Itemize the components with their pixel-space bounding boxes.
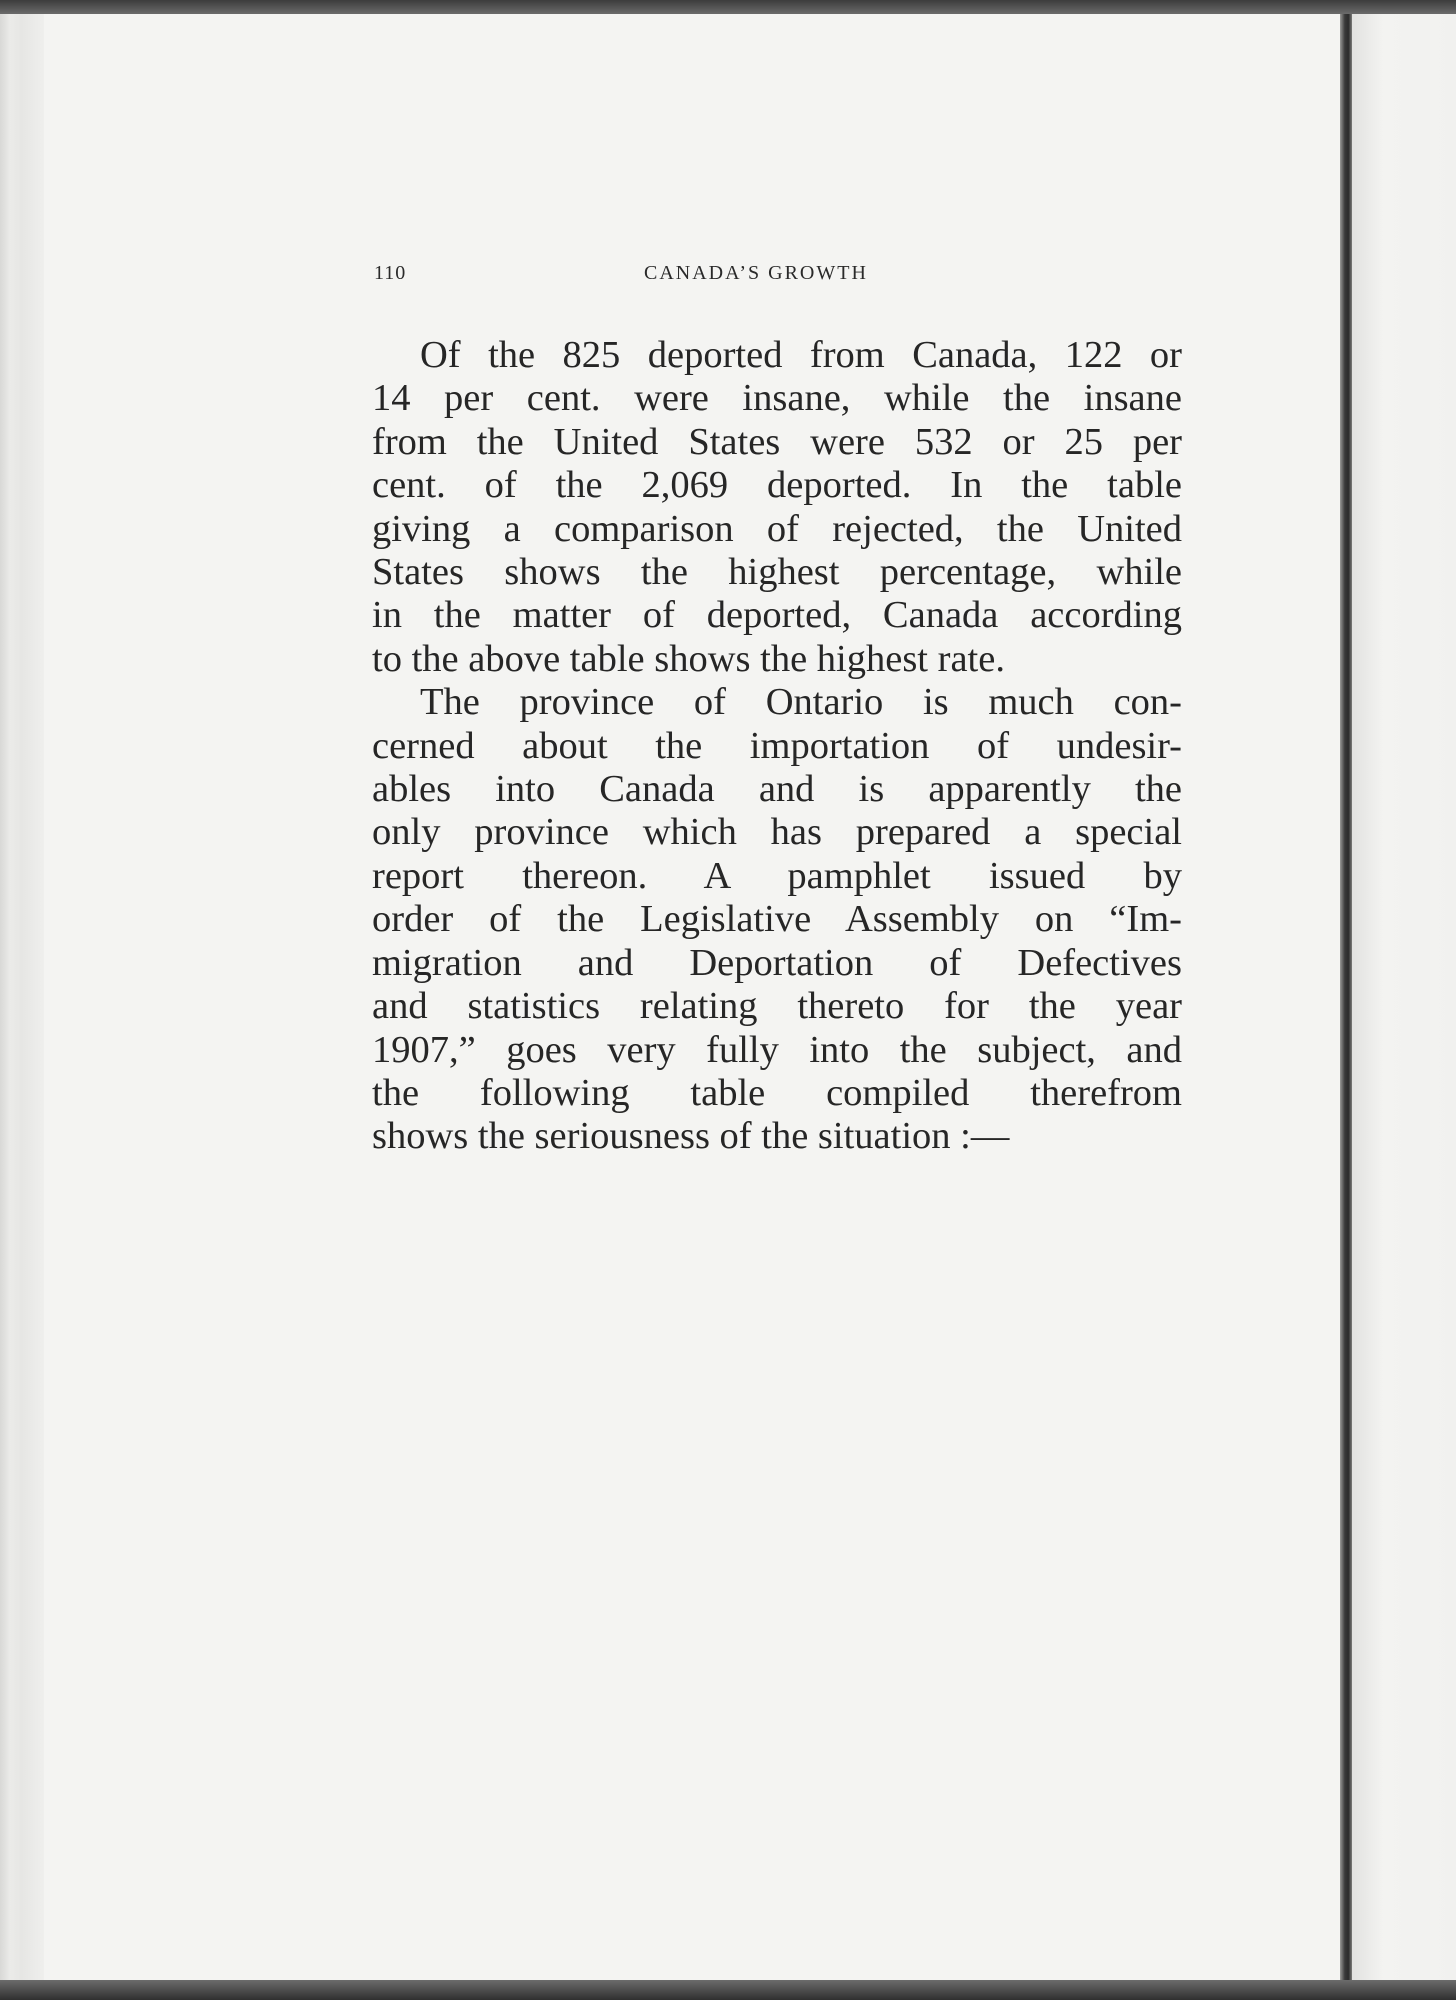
page-number: 110 <box>374 262 407 284</box>
text-line: Of the 825 deported from Canada, 122 or <box>420 334 1182 376</box>
text-line: 14 per cent. were insane, while the insane <box>372 377 1182 420</box>
paragraph-1 <box>372 334 1182 681</box>
text-line: migration and Deportation of Defectives <box>372 941 1182 984</box>
text-line: from the United States were 532 or 25 per <box>372 420 1182 463</box>
text-line: order of the Legislative Assembly on “Im- <box>372 898 1182 941</box>
scan-bottom-edge <box>0 1980 1456 2000</box>
text-line: States shows the highest percentage, while <box>372 551 1182 594</box>
text-line: to the above table shows the highest rate. <box>372 637 1005 680</box>
right-page-sliver <box>1352 14 1456 1980</box>
text-line: The province of Ontario is much con- <box>420 681 1182 724</box>
text-line: 1907,” goes very fully into the subject, and <box>372 1028 1182 1071</box>
text-line: in the matter of deported, Canada according <box>372 594 1182 637</box>
text-line: giving a comparison of rejected, the United <box>372 507 1182 550</box>
text-line: report thereon. A pamphlet issued by <box>372 854 1182 897</box>
scan-top-edge <box>0 0 1456 14</box>
text-line: ables into Canada and is apparently the <box>372 768 1182 811</box>
paragraph-2 <box>372 681 1182 1158</box>
body-text <box>372 334 1182 1159</box>
text-line: cent. of the 2,069 deported. In the table <box>372 464 1182 507</box>
running-title: CANADA’S GROWTH <box>644 262 868 284</box>
text-line: the following table compiled therefrom <box>372 1071 1182 1114</box>
text-line: and statistics relating thereto for the year <box>372 985 1182 1028</box>
text-line: only province which has prepared a special <box>372 811 1182 854</box>
page-fore-edge <box>0 14 44 1980</box>
text-line: cerned about the importation of undesir- <box>372 724 1182 767</box>
book-gutter <box>1340 14 1352 1980</box>
running-head <box>374 262 1154 292</box>
text-line: shows the seriousness of the situation :— <box>372 1115 1010 1158</box>
